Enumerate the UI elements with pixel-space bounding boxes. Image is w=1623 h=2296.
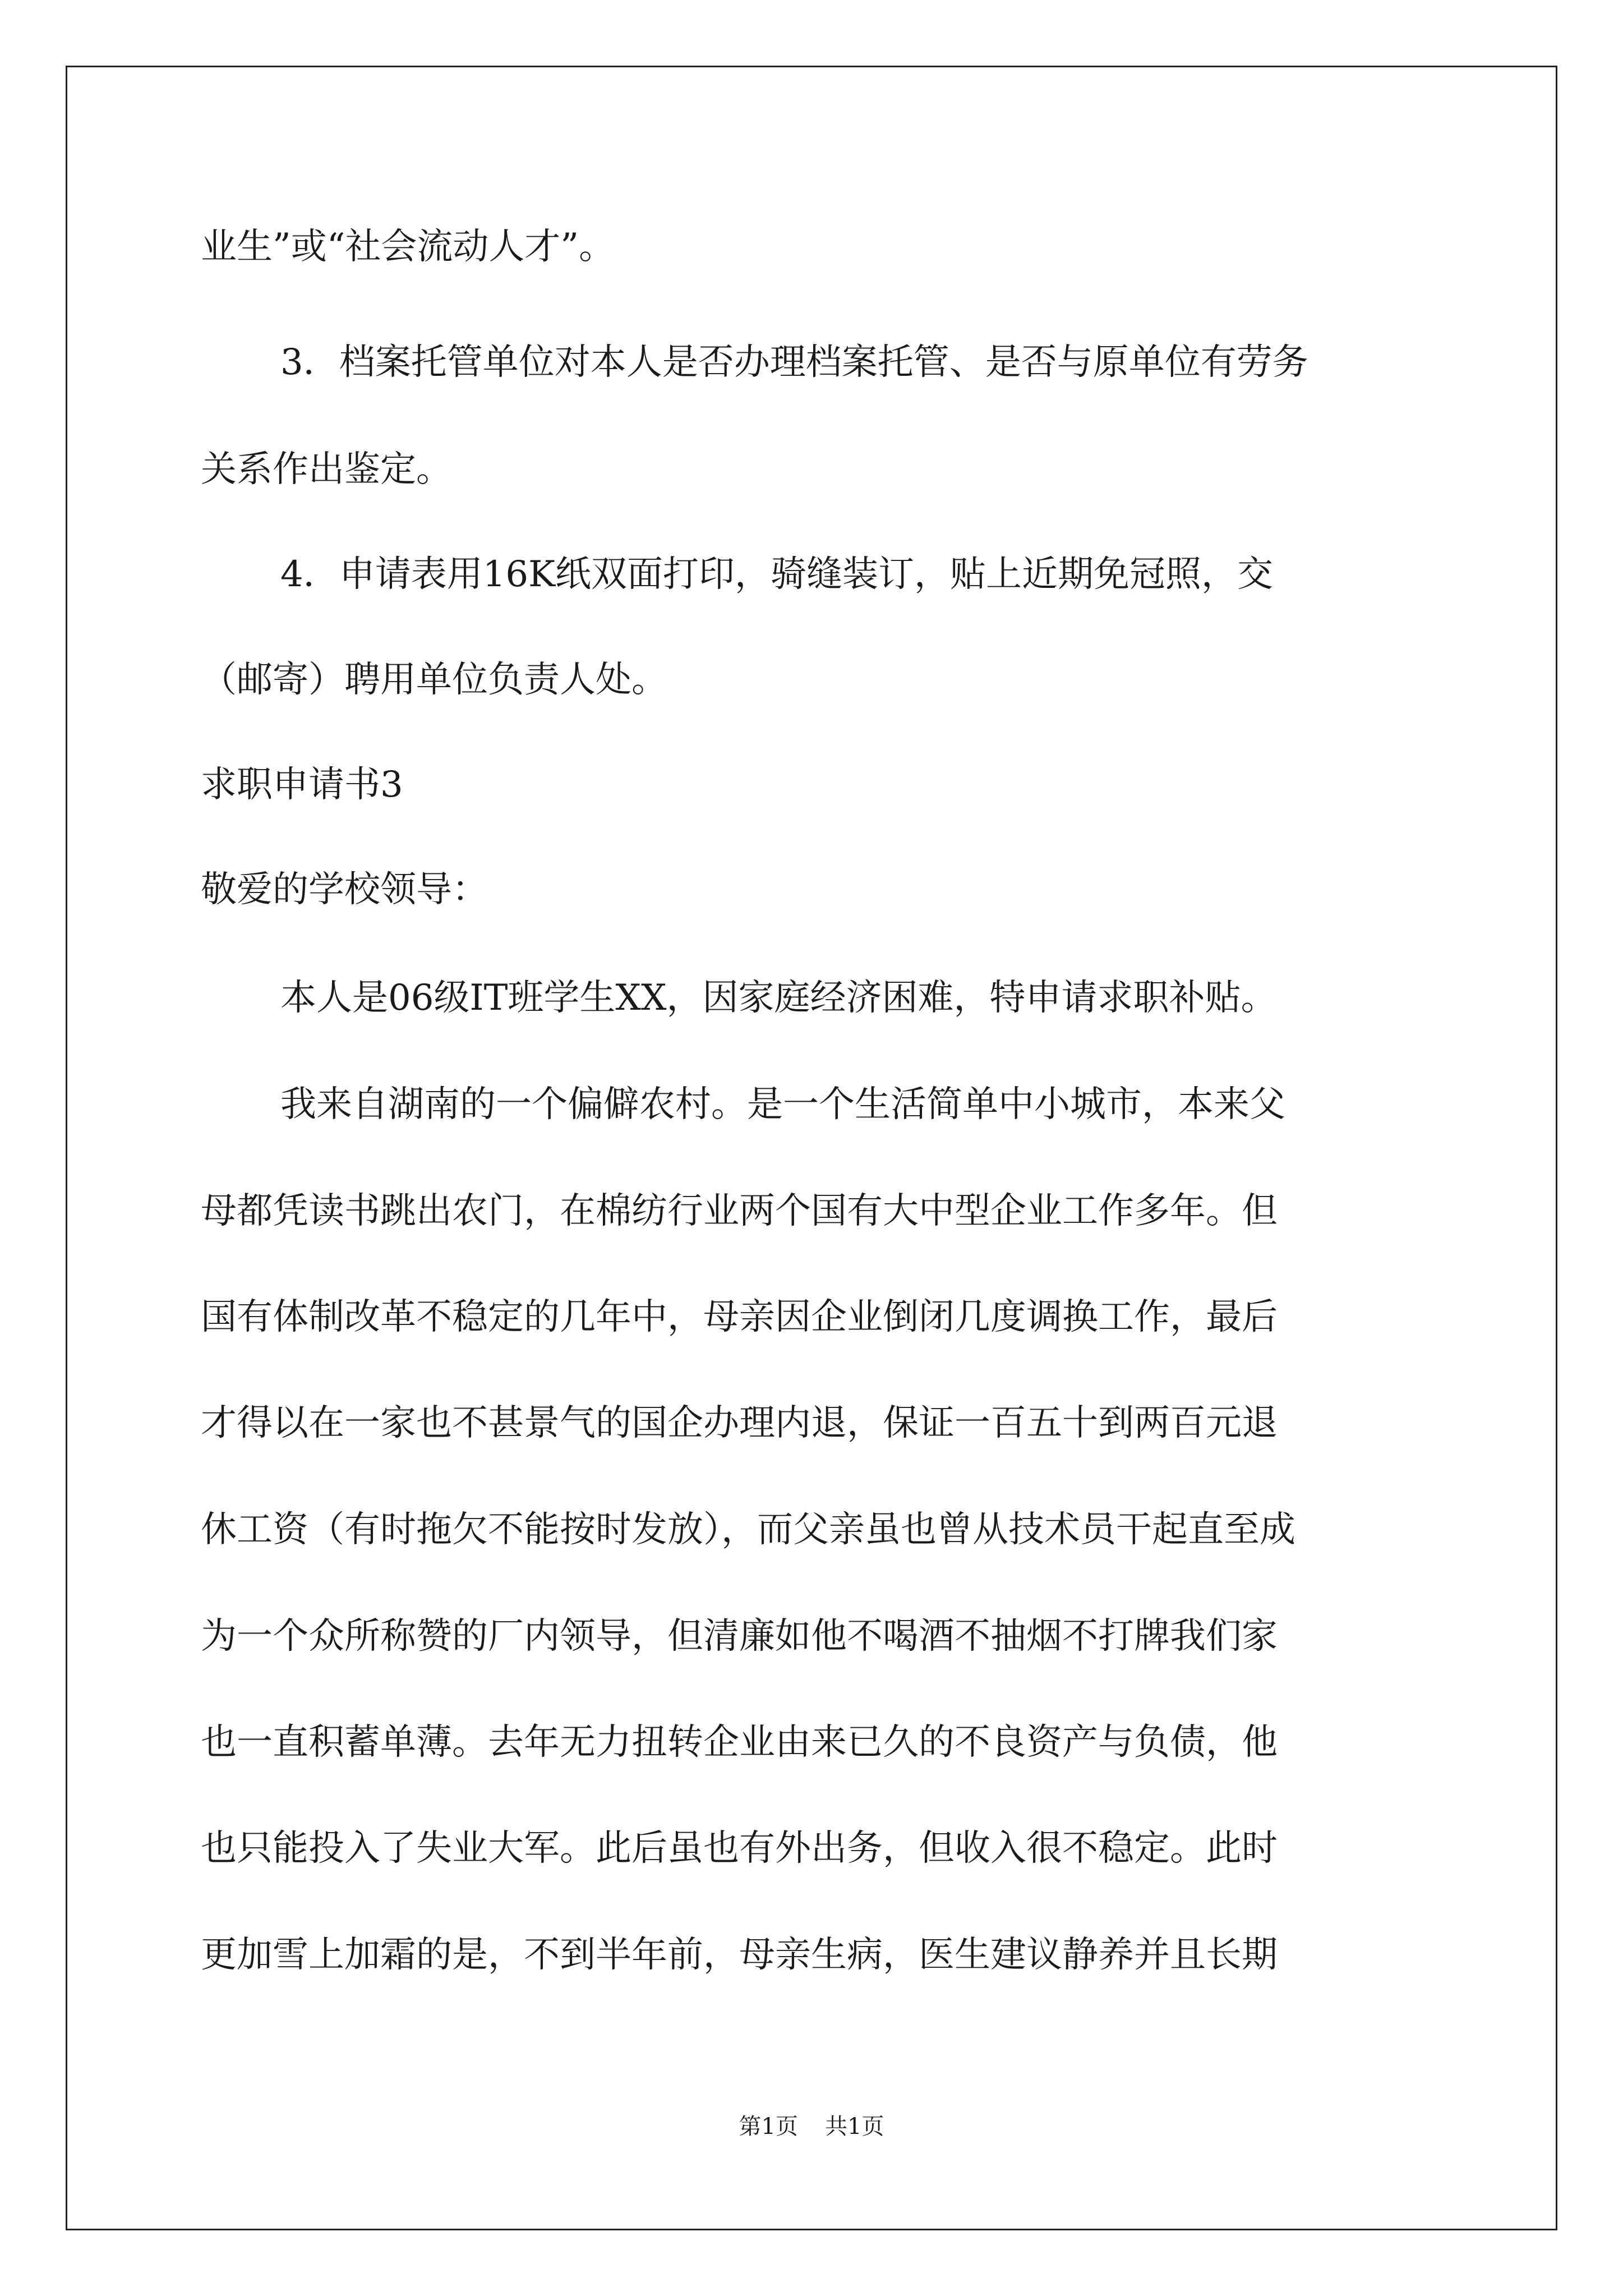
text-line: 休工资（有时拖欠不能按时发放），而父亲虽也曾从技术员干起直至成 [201,1509,1295,1550]
text-line: 国有体制改革不稳定的几年中，母亲因企业倒闭几度调换工作，最后 [201,1296,1278,1338]
page-footer [0,2113,1623,2141]
section-heading: 求职申请书3 [201,764,403,806]
text-line: 母都凭读书跳出农门，在棉纺行业两个国有大中型企业工作多年。但 [201,1190,1278,1232]
page-total: 共1页 [825,2114,884,2139]
text-line: 也一直积蓄单薄。去年无力扭转企业由来已久的不良资产与负债，他 [201,1722,1278,1763]
text-line: 业生”或“社会流动人才”。 [201,226,615,268]
text-line: 3．档案托管单位对本人是否办理档案托管、是否与原单位有劳务 [280,342,1308,383]
text-line: 4．申请表用16K纸双面打印，骑缝装订，贴上近期免冠照，交 [280,554,1273,595]
text-line: 本人是06级IT班学生XX，因家庭经济困难，特申请求职补贴。 [280,977,1277,1019]
text-line: 我来自湖南的一个偏僻农村。是一个生活简单中小城市，本来父 [280,1084,1285,1125]
text-line: 为一个众所称赞的厂内领导，但清廉如他不喝酒不抽烟不打牌我们家 [201,1616,1278,1657]
text-line: 关系作出鉴定。 [201,449,452,490]
text-line: （邮寄）聘用单位负责人处。 [201,659,667,701]
text-line: 也只能投入了失业大军。此后虽也有外出务，但收入很不稳定。此时 [201,1828,1278,1869]
text-line: 更加雪上加霜的是，不到半年前，母亲生病，医生建议静养并且长期 [201,1934,1278,1976]
page-border [66,66,1557,2230]
salutation: 敬爱的学校领导： [201,869,488,910]
text-line: 才得以在一家也不甚景气的国企办理内退，保证一百五十到两百元退 [201,1402,1278,1444]
page-number: 第1页 [739,2114,798,2139]
